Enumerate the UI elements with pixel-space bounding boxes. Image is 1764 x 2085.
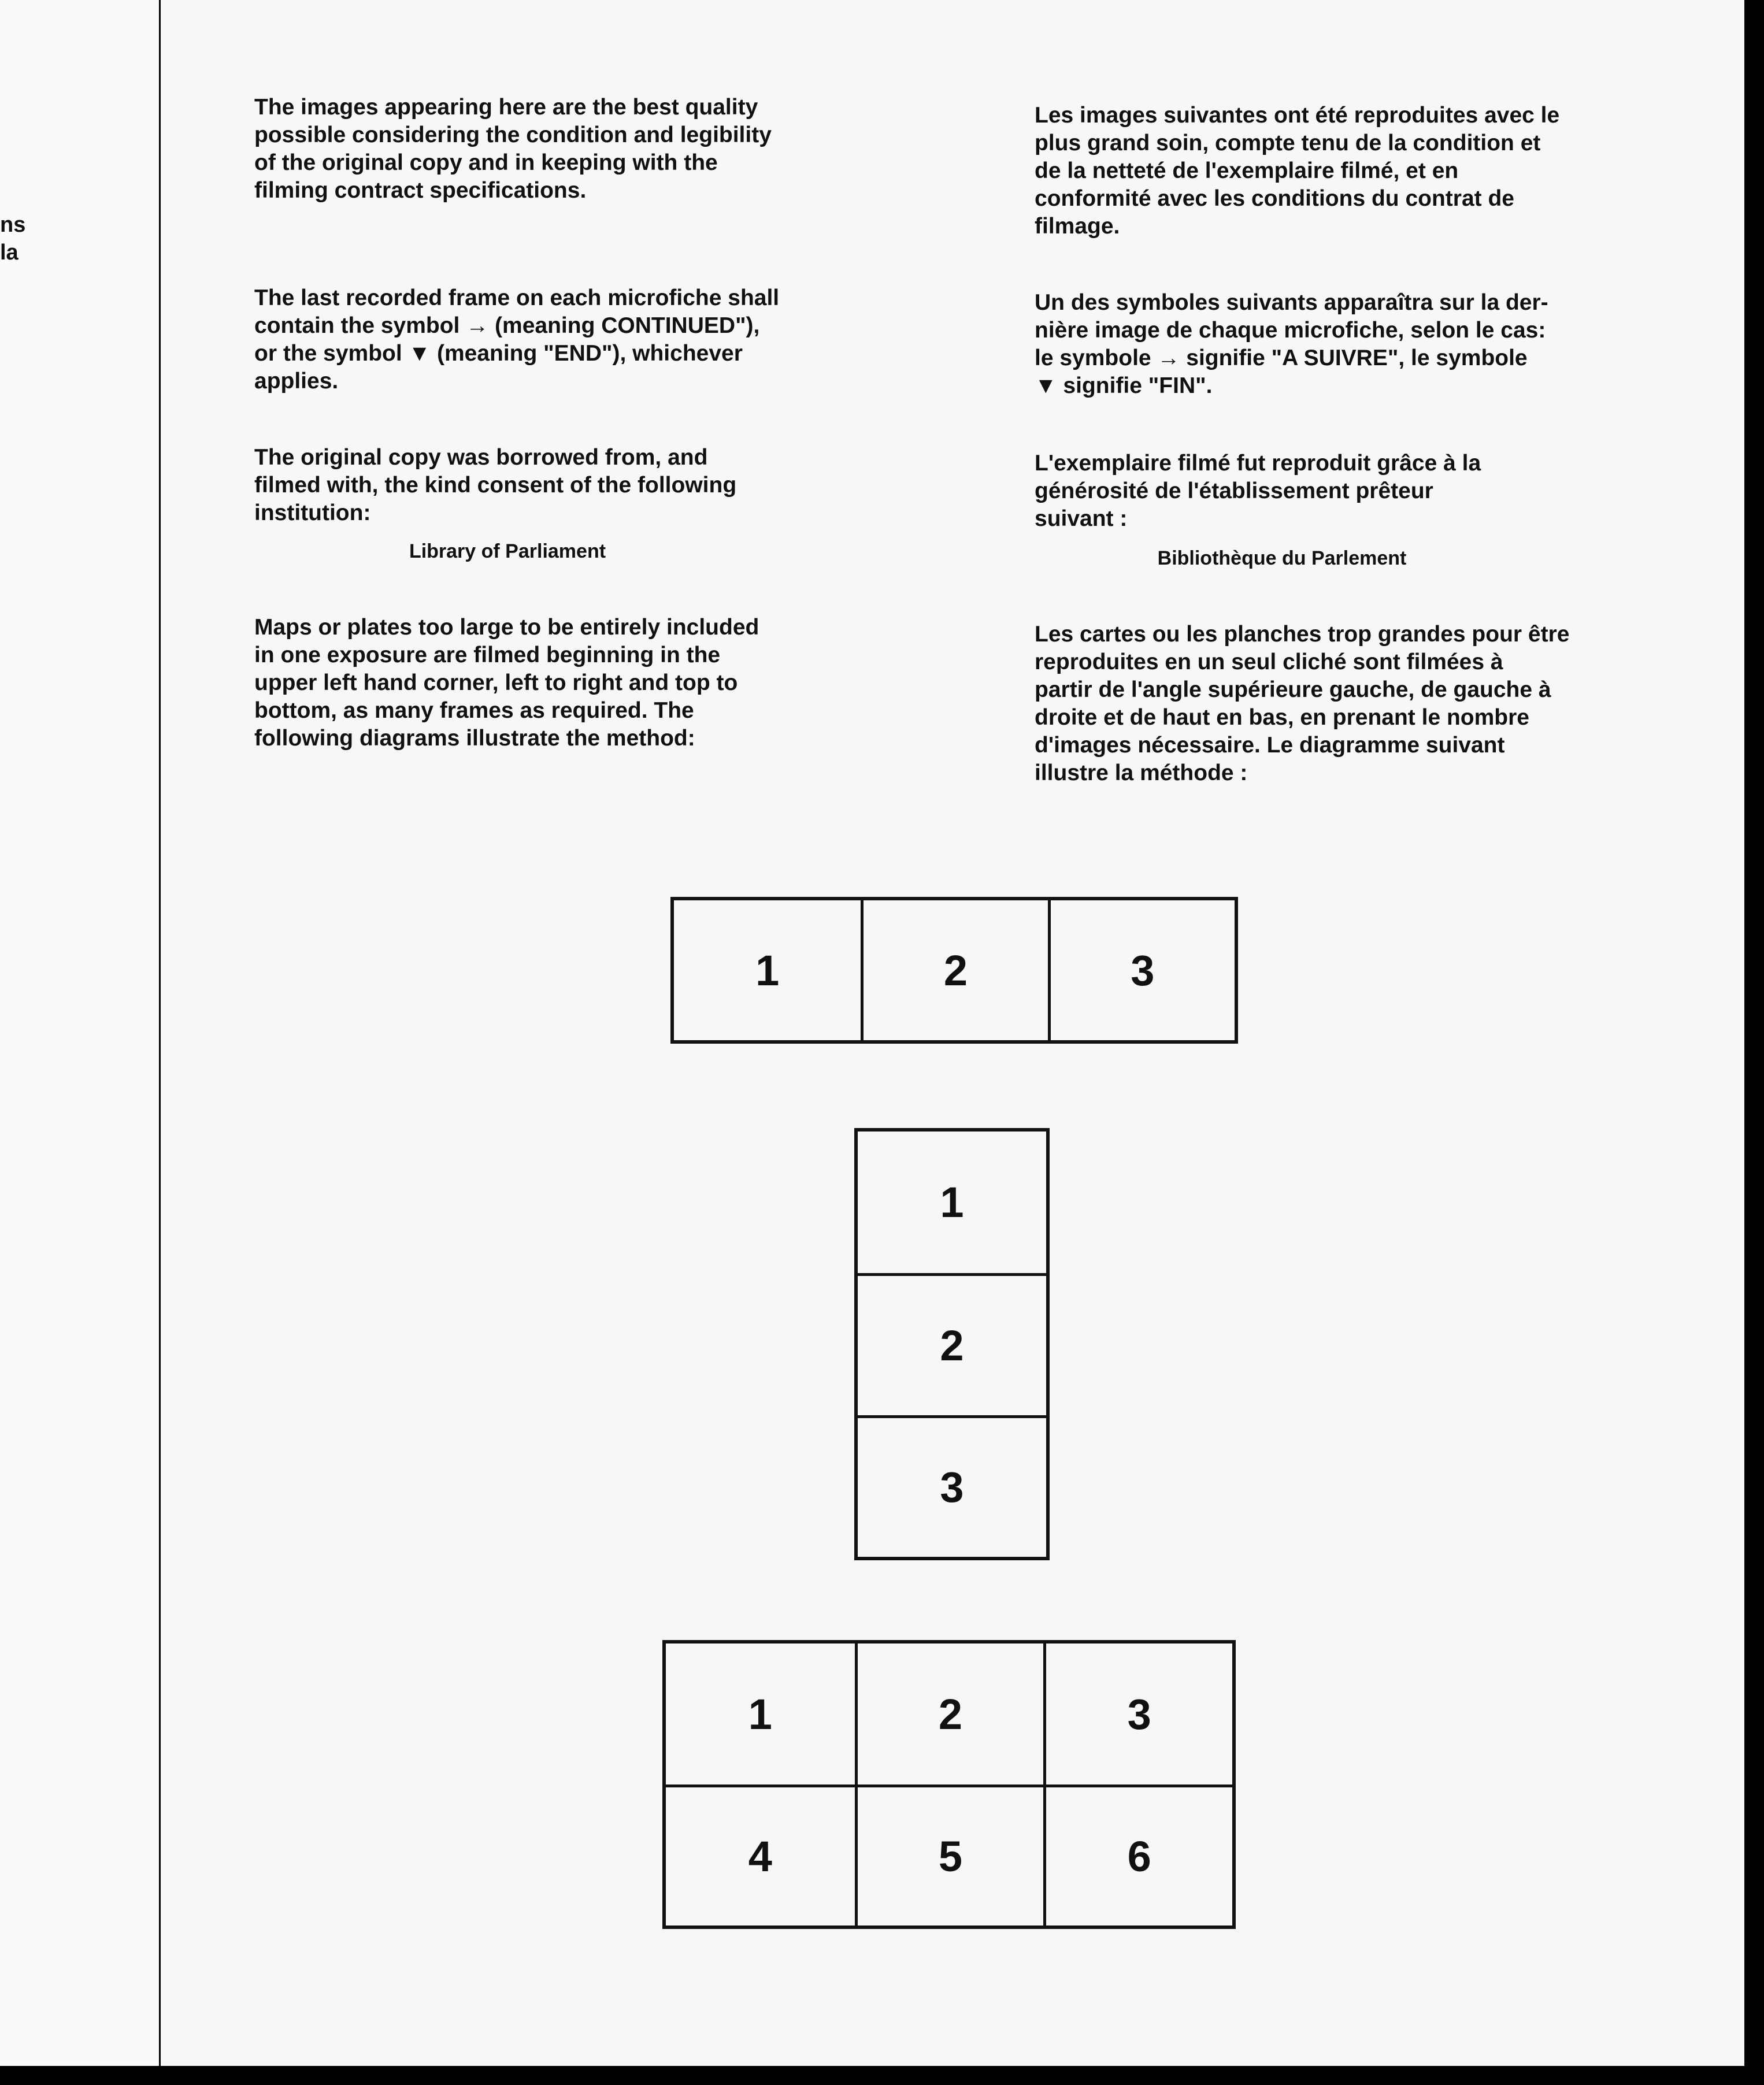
grid-frame-diagram (662, 1640, 1236, 1929)
frame-cell: 6 (1043, 1785, 1232, 1926)
frame-cell: 3 (1048, 900, 1235, 1040)
edge-fragment-2: la (0, 240, 18, 265)
document-page (161, 0, 1744, 2066)
french-symbol-paragraph: Un des symboles suivants apparaîtra sur la der- nière image de chaque microfiche, selon le cas: le symbole → signifie "A SUIVRE", le symbole ▼ signifie "FIN". (1035, 290, 1548, 398)
horizontal-frame-diagram (670, 897, 1238, 1044)
frame-cell: 4 (666, 1785, 855, 1926)
frame-cell: 2 (855, 1643, 1044, 1785)
english-quality-paragraph: The images appearing here are the best quality possible considering the condition and legibility of the original copy and in keeping with the filming contract specifications. (254, 95, 772, 203)
french-source-paragraph: L'exemplaire filmé fut reproduit grâce à la générosité de l'établissement prêteur suivant : (1035, 451, 1481, 531)
left-gutter (0, 0, 159, 2066)
frame-cell: 1 (940, 1178, 964, 1227)
frame-cell: 1 (748, 1690, 772, 1738)
frame-cell: 3 (858, 1415, 1046, 1557)
english-source-paragraph: The original copy was borrowed from, and filmed with, the kind consent of the following institution: (254, 445, 737, 525)
english-symbol-paragraph: The last recorded frame on each microfiche shall contain the symbol → (meaning CONTINUED"), or the symbol ▼ (meaning "END"), whichever applies. (254, 285, 780, 394)
frame-cell: 5 (855, 1785, 1044, 1926)
english-institution-name: Library of Parliament (409, 540, 606, 562)
frame-cell: 1 (755, 946, 780, 995)
frame-cell: 2 (861, 900, 1047, 1040)
vertical-frame-diagram (854, 1128, 1050, 1560)
edge-fragment-1: ns (0, 213, 26, 237)
french-quality-paragraph: Les images suivantes ont été reproduites avec le plus grand soin, compte tenu de la condition et de la netteté de l'exemplaire filmé, et en conformité avec les conditions du contrat de filmage. (1035, 103, 1560, 239)
english-maps-paragraph: Maps or plates too large to be entirely included in one exposure are filmed beginning in the upper left hand corner, left to right and top to bottom, as many frames as required. The following diagrams illustrate the method: (254, 615, 759, 751)
french-institution-name: Bibliothèque du Parlement (1157, 547, 1407, 569)
frame-cell: 3 (1043, 1643, 1232, 1785)
frame-cell: 2 (858, 1273, 1046, 1415)
french-maps-paragraph: Les cartes ou les planches trop grandes pour être reproduites en un seul cliché sont filmées à partir de l'angle supérieure gauche, de gauche à droite et de haut en bas, en prenant le nombre d'images nécessaire. Le diagramme suivant illustre la méthode : (1035, 622, 1570, 785)
film-edge-strip (1744, 0, 1764, 2085)
